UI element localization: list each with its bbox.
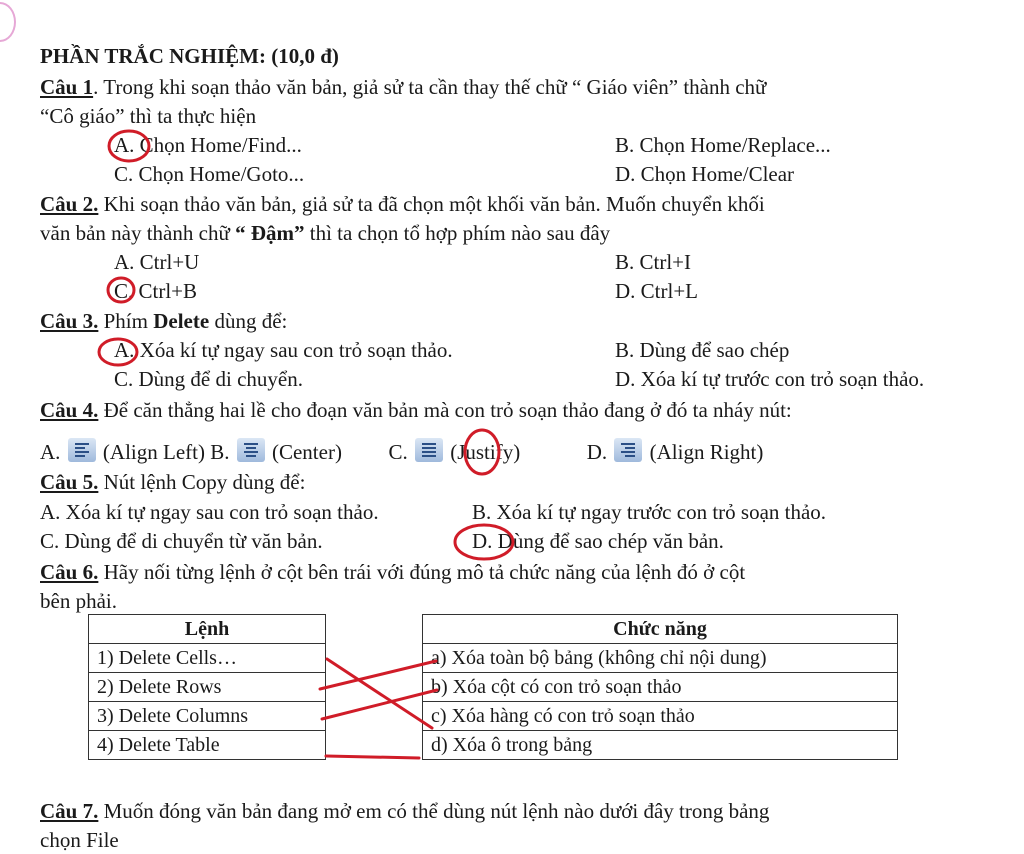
question-1	[40, 73, 766, 101]
q3-text-part-end: dùng để:	[209, 309, 288, 333]
q3-option-d: D. Xóa kí tự trước con trỏ soạn thảo.	[615, 367, 925, 391]
question-3-label: Câu 3.	[40, 309, 99, 333]
functions-header: Chức năng	[423, 615, 898, 644]
function-row: b) Xóa cột có con trỏ soạn thảo	[423, 673, 898, 702]
question-5	[40, 468, 305, 496]
question-6-label: Câu 6.	[40, 560, 99, 584]
align-right-icon	[614, 438, 642, 462]
functions-table	[422, 614, 898, 760]
q3-bold-word: Delete	[153, 309, 210, 333]
q2-option-d: D. Ctrl+L	[615, 279, 699, 303]
q1-option-c: C. Chọn Home/Goto...	[114, 162, 305, 186]
q5-option-b: B. Xóa kí tự ngay trước con trỏ soạn thảo.	[472, 500, 827, 524]
question-2	[40, 190, 765, 218]
q2-option-c: C. Ctrl+B	[114, 279, 198, 303]
match-line-1	[327, 659, 432, 728]
match-line-2	[320, 661, 436, 689]
q3-option-b: B. Dùng để sao chép	[615, 338, 790, 362]
question-7-text: Muốn đóng văn bản đang mở em có thể dùng nút lệnh nào dưới đây trong bảng	[98, 799, 770, 823]
q4-option-c-prefix: C.	[388, 440, 408, 464]
q1-option-a: A. Chọn Home/Find...	[114, 133, 302, 157]
q2-bold-word: “ Đậm”	[235, 221, 305, 245]
q3-text-part: Phím	[98, 309, 154, 333]
q4-option-a-prefix: A.	[40, 440, 61, 464]
command-row: 4) Delete Table	[89, 731, 326, 760]
page-edge-decoration	[0, 2, 16, 42]
question-4-label: Câu 4.	[40, 398, 99, 422]
q1-option-b: B. Chọn Home/Replace...	[615, 133, 831, 157]
function-row: c) Xóa hàng có con trỏ soạn thảo	[423, 702, 898, 731]
function-row: d) Xóa ô trong bảng	[423, 731, 898, 760]
commands-table	[88, 614, 326, 760]
question-2-text: Khi soạn thảo văn bản, giả sử ta đã chọn một khối văn bản. Muốn chuyển khối	[98, 192, 765, 216]
q3-option-a: A. Xóa kí tự ngay sau con trỏ soạn thảo.	[114, 338, 453, 362]
q5-option-d: D. Dùng để sao chép văn bản.	[472, 529, 724, 553]
q4-option-d-prefix: D.	[586, 440, 608, 464]
section-title: PHẦN TRẮC NGHIỆM: (10,0 đ)	[40, 44, 339, 68]
justify-icon	[415, 438, 443, 462]
q2-option-a: A. Ctrl+U	[114, 250, 200, 274]
question-5-text: Nút lệnh Copy dùng để:	[98, 470, 306, 494]
match-line-4	[326, 756, 419, 758]
q4-option-c-text: (Justify)	[450, 440, 521, 464]
command-row: 2) Delete Rows	[89, 673, 326, 702]
q5-option-a: A. Xóa kí tự ngay sau con trỏ soạn thảo.	[40, 500, 379, 524]
question-1-label: Câu 1	[40, 75, 94, 99]
align-left-icon	[68, 438, 96, 462]
q2-text-part-end: thì ta chọn tổ hợp phím nào sau đây	[304, 221, 611, 245]
question-1-text: . Trong khi soạn thảo văn bản, giả sử ta cần thay thế chữ “ Giáo viên” thành chữ	[93, 75, 767, 99]
question-7	[40, 797, 769, 825]
question-4-text: Để căn thẳng hai lề cho đoạn văn bản mà con trỏ soạn thảo đang ở đó ta nháy nút:	[98, 398, 792, 422]
q5-option-c: C. Dùng để di chuyển từ văn bản.	[40, 529, 323, 553]
question-7-text-cont: chọn File	[40, 828, 119, 852]
question-6-text: Hãy nối từng lệnh ở cột bên trái với đúng mô tả chức năng của lệnh đó ở cột	[98, 560, 746, 584]
q4-option-d-text: (Align Right)	[649, 440, 764, 464]
question-7-label: Câu 7.	[40, 799, 99, 823]
commands-header: Lệnh	[89, 615, 326, 644]
question-6	[40, 558, 745, 586]
question-2-text-cont	[40, 219, 610, 247]
q4-option-a-text: (Align Left) B.	[102, 440, 230, 464]
q3-option-c: C. Dùng để di chuyển.	[114, 367, 303, 391]
question-6-text-cont: bên phải.	[40, 589, 117, 613]
command-row: 1) Delete Cells…	[89, 644, 326, 673]
question-1-text-cont: “Cô giáo” thì ta thực hiện	[40, 104, 257, 128]
center-icon	[237, 438, 265, 462]
q4-options-row	[40, 438, 763, 466]
question-2-label: Câu 2.	[40, 192, 99, 216]
q2-text-part: văn bản này thành chữ	[40, 221, 236, 245]
q4-option-b-text: (Center)	[271, 440, 342, 464]
question-5-label: Câu 5.	[40, 470, 99, 494]
command-row: 3) Delete Columns	[89, 702, 326, 731]
match-line-3	[322, 690, 437, 719]
question-3	[40, 307, 287, 335]
question-4	[40, 396, 792, 424]
q1-option-d: D. Chọn Home/Clear	[615, 162, 795, 186]
q2-option-b: B. Ctrl+I	[615, 250, 692, 274]
function-row: a) Xóa toàn bộ bảng (không chỉ nội dung)	[423, 644, 898, 673]
